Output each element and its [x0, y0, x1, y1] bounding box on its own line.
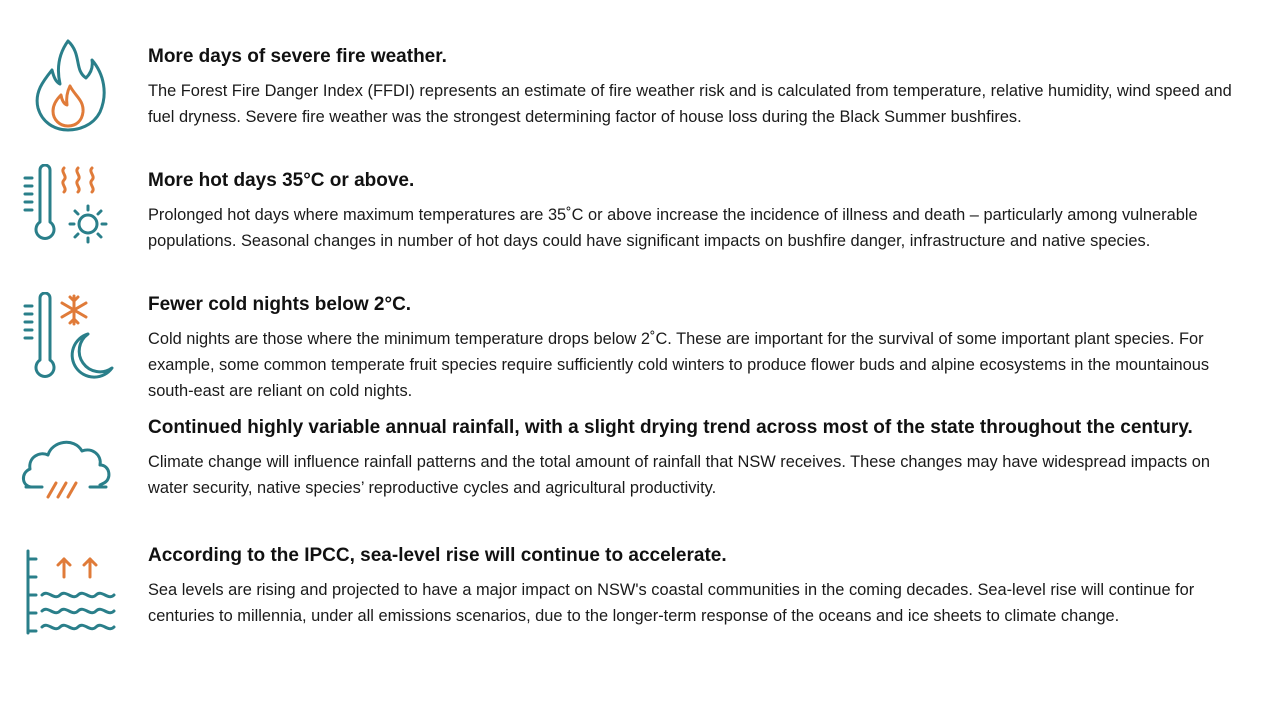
hot-thermometer-sun-icon	[20, 164, 120, 264]
sea-level-text	[148, 541, 1253, 629]
item-body: Cold nights are those where the minimum temperature drops below 2˚C. These are important for the survival of some important plant species. For example, some common temperate fruit species require sufficiently cold winters to produce flower buds and alpine ecosystems in the mountainous south-east are reliant on cold nights.	[148, 330, 1210, 400]
item-heading: Fewer cold nights below 2°C.	[148, 294, 412, 315]
rainfall-text	[148, 413, 1253, 501]
hot-days-text	[148, 166, 1253, 254]
rain-cloud-icon	[20, 423, 120, 523]
item-heading: More days of severe fire weather.	[148, 46, 447, 67]
cold-thermometer-moon-icon	[20, 292, 120, 392]
item-body: Climate change will influence rainfall patterns and the total amount of rainfall that NSW receives. These changes may have widespread impacts on water security, native species’ reproductive cycles and agricultural productivity.	[148, 453, 1211, 497]
flame-icon	[20, 38, 120, 138]
fire-weather-text	[148, 42, 1253, 130]
item-body: The Forest Fire Danger Index (FFDI) represents an estimate of fire weather risk and is calculated from temperature, relative humidity, wind speed and fuel dryness. Severe fire weather was the strongest determining factor of house loss during the Black Summer bushfires.	[148, 82, 1232, 126]
item-heading: More hot days 35°C or above.	[148, 170, 415, 191]
sea-level-rise-icon	[20, 547, 120, 647]
cold-nights-text	[148, 290, 1253, 404]
item-heading: Continued highly variable annual rainfall, with a slight drying trend across most of the state throughout the century.	[148, 417, 1193, 438]
item-heading: According to the IPCC, sea-level rise will continue to accelerate.	[148, 545, 727, 566]
item-body: Sea levels are rising and projected to have a major impact on NSW's coastal communities in the coming decades. Sea-level rise will continue for centuries to millennia, under all emissions scenarios, due to the longer-term response of the oceans and ice sheets to climate change.	[148, 581, 1195, 625]
item-body: Prolonged hot days where maximum temperatures are 35˚C or above increase the incidence of illness and death – particularly among vulnerable populations. Seasonal changes in number of hot days could have significant impacts on bushfire danger, infrastructure and native species.	[148, 206, 1198, 250]
